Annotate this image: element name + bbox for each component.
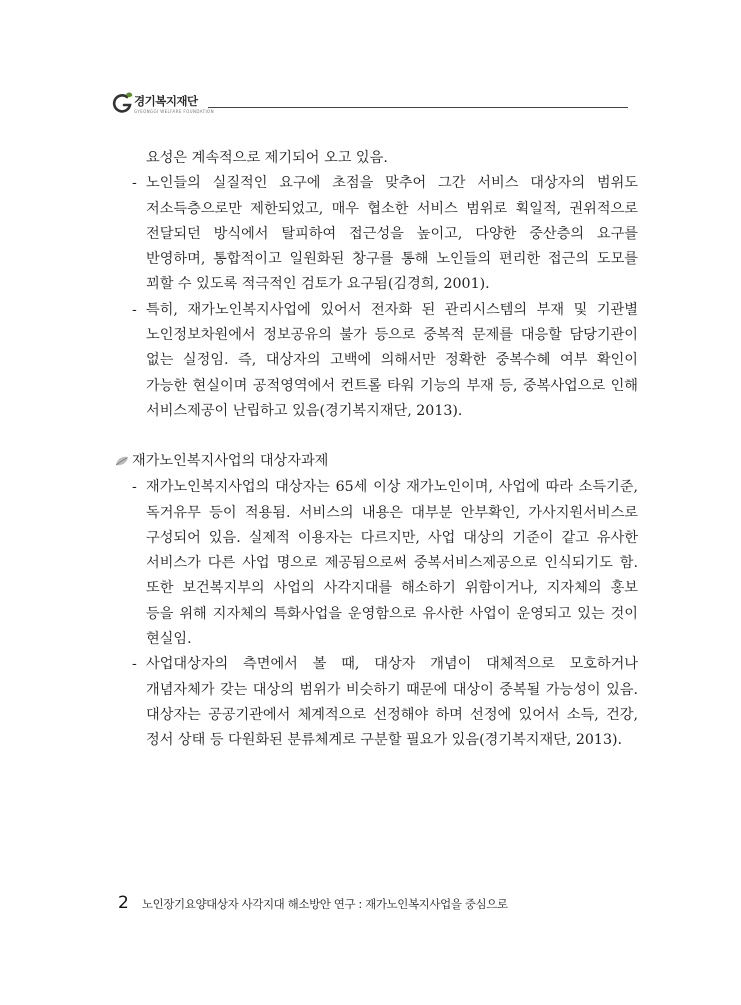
- org-name: 경기복지재단: [134, 94, 198, 108]
- header-divider: [208, 107, 628, 108]
- page-body: [118, 146, 638, 754]
- report-title: 노인장기요양대상자 사각지대 해소방안 연구 : 재가노인복지사업을 중심으로: [141, 897, 508, 911]
- bullet-dash: -: [132, 656, 137, 673]
- list-item: [118, 652, 638, 753]
- section-heading: [118, 447, 638, 475]
- bullet-dash: -: [132, 301, 137, 318]
- list-item: [118, 171, 638, 297]
- leaf-bullet-icon: [115, 455, 129, 467]
- org-subtitle: GYEONGGI WELFARE FOUNDATION: [134, 109, 214, 114]
- page-header: [112, 92, 628, 122]
- bullet-text: 노인들의 실질적인 요구에 초점을 맞추어 그간 서비스 대상자의 범위도 저소득층으로만 제한되었고, 매우 협소한 서비스 범위로 획일적, 권위적으로 전달되던 방식에서 탈피하여 접근성을 높이고, 다양한 중산층의 요구를 반영하며, 통합적이고 일원화된 창구를 통해 노인들의 편리한 접근의 도모를 꾀할 수 있도록 적극적인 검토가 요구됨(김경희, 2001).: [146, 175, 638, 293]
- list-item: [118, 475, 638, 652]
- page-number: 2: [118, 893, 129, 913]
- bullet-text: 재가노인복지사업의 대상자는 65세 이상 재가노인이며, 사업에 따라 소득기준, 독거유무 등이 적용됨. 서비스의 내용은 대부분 안부확인, 가사지원서비스로 구성되어 있음. 실제적 이용자는 다르지만, 사업 대상의 기준이 같고 유사한 서비스가 다른 사업 명으로 제공됨으로써 중복서비스제공으로 인식되기도 함. 또한 보건복지부의 사업의 사각지대를 해소하기 위함이거나, 지자체의 홍보 등을 위해 지자체의 특화사업을 운영함으로 유사한 사업이 운영되고 있는 것이 현실임.: [146, 479, 638, 648]
- continuation-text: 요성은 계속적으로 제기되어 오고 있음.: [146, 150, 388, 166]
- section-heading-text: 재가노인복지사업의 대상자과제: [132, 453, 329, 470]
- bullet-dash: -: [132, 175, 137, 192]
- page-footer: [118, 893, 508, 913]
- list-item: [118, 298, 638, 424]
- bullet-text: 사업대상자의 측면에서 볼 때, 대상자 개념이 대체적으로 모호하거나 개념자체가 갖는 대상의 범위가 비슷하기 때문에 대상이 중복될 가능성이 있음. 대상자는 공공기관에서 체계적으로 선정해야 하며 선정에 있어서 소득, 건강, 정서 상태 등 다원화된 분류체계로 구분할 필요가 있음(경기복지재단, 2013).: [146, 656, 638, 749]
- foundation-logo-icon: [112, 92, 134, 114]
- bullet-dash: -: [132, 479, 137, 496]
- bullet-text: 특히, 재가노인복지사업에 있어서 전자화 된 관리시스템의 부재 및 기관별 노인정보차원에서 정보공유의 불가 등으로 중복적 문제를 대응할 담당기관이 없는 실정임. 즉, 대상자의 고백에 의해서만 정확한 중복수혜 여부 확인이 가능한 현실이며 공적영역에서 컨트롤 타워 기능의 부재 등, 중복사업으로 인해 서비스제공이 난립하고 있음(경기복지재단, 2013).: [146, 301, 638, 419]
